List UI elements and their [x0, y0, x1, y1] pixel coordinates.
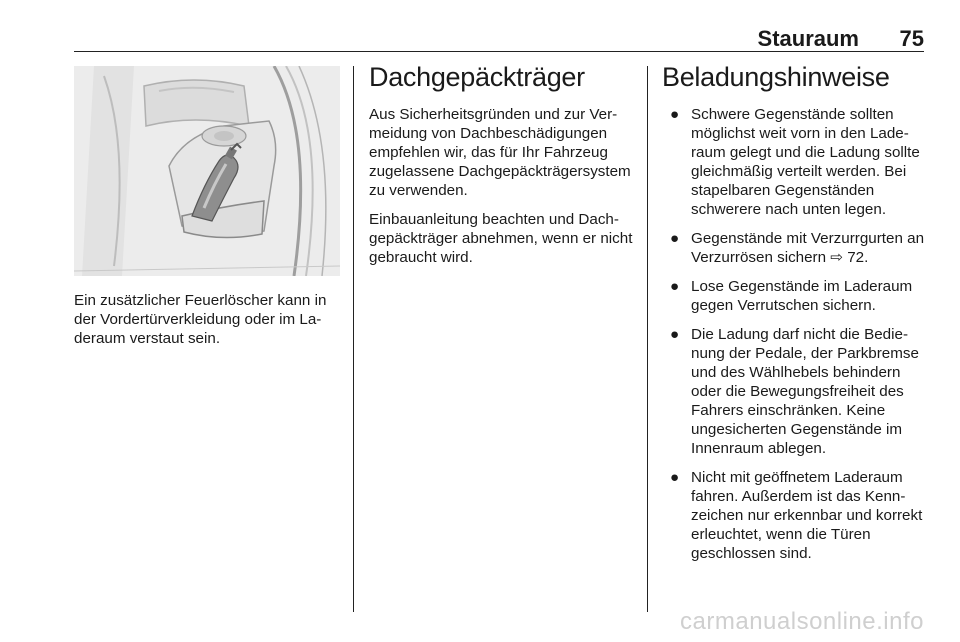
loading-notes-list [662, 105, 928, 563]
list-item [662, 277, 928, 315]
list-item-text: Die Ladung darf nicht die Bedienung der Pedale, der Parkbremse und des Wählhebels behindern oder die Bewegungsfreiheit des Fahrers einschränken. Keine ungesicherten Gegenstände im Innenraum ablegen. [691, 326, 919, 457]
list-item [662, 468, 928, 563]
list-item-text: Gegenstände mit Verzurrgurten an Verzurrösen sichern ⇨ 72. [691, 230, 925, 266]
roof-rack-paragraph: Einbauanleitung beachten und Dachgepäckträger abnehmen, wenn er nicht gebraucht wird. [369, 211, 633, 266]
loading-notes-section [662, 62, 928, 573]
list-item-text: Lose Gegenstände im Laderaum gegen Verrutschen sichern. [691, 278, 913, 314]
column-divider-right [647, 66, 648, 612]
bullet-icon: ● [670, 106, 680, 123]
bullet-icon: ● [670, 326, 680, 343]
watermark: carmanualsonline.info [680, 608, 924, 635]
page-header-title: Stauraum [757, 26, 859, 51]
figure-caption: Ein zusätzlicher Feuerlöscher kann in der Vordertürverkleidung oder im Laderaum verstaut sein. [74, 292, 327, 347]
column-divider-left [353, 66, 354, 612]
roof-rack-paragraph: Aus Sicherheitsgründen und zur Vermeidung von Dachbeschädigungen empfehlen wir, das für Ihr Fahrzeug zugelassene Dachgepäckträgersystem zu verwenden. [369, 106, 631, 199]
header-rule [74, 51, 924, 52]
list-item [662, 229, 928, 267]
list-item [662, 105, 928, 219]
bullet-icon: ● [670, 278, 680, 295]
bullet-icon: ● [670, 230, 680, 247]
roof-rack-heading: Dachgepäckträger [369, 62, 585, 92]
roof-rack-section [369, 62, 637, 277]
fire-extinguisher-illustration [74, 66, 340, 276]
bullet-icon: ● [670, 469, 680, 486]
list-item-text: Nicht mit geöffnetem Laderaum fahren. Außerdem ist das Kennzeichen nur erkennbar und korrekt erleuchtet, wenn die Türen geschlossen sind. [691, 469, 923, 562]
list-item [662, 325, 928, 458]
loading-notes-heading: Beladungshinweise [662, 62, 890, 92]
list-item-text: Schwere Gegenstände sollten möglichst weit vorn in den Laderaum gelegt und die Ladung sollte gleichmäßig verteilt werden. Bei stapelbaren Gegenständen schwerere nach unten legen. [691, 106, 920, 218]
page-number: 75 [899, 26, 924, 51]
